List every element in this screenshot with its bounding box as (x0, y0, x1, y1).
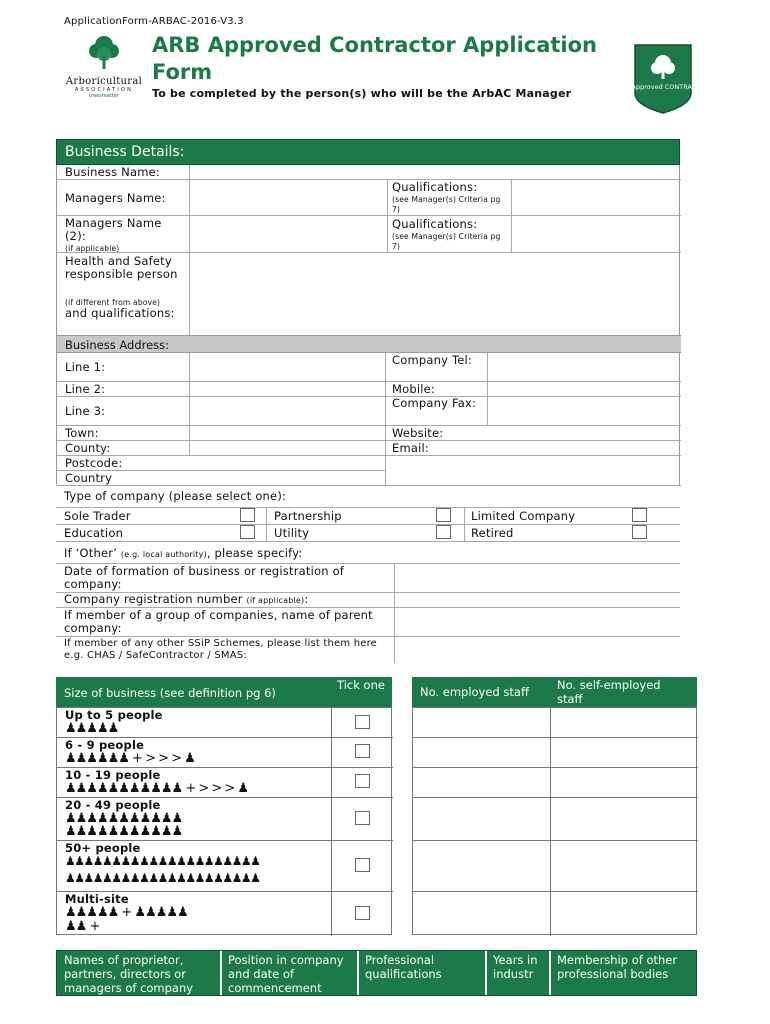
company-reg-field[interactable] (396, 593, 680, 606)
self-employed-header: No. self-employed staff (549, 677, 697, 707)
email-label: Email: (392, 441, 429, 455)
utility-checkbox[interactable] (436, 525, 451, 539)
title-line-1: ARB Approved Contractor Application (152, 33, 597, 57)
line3-label: Line 3: (65, 404, 106, 418)
people-icons: ♟♟ + (65, 919, 100, 934)
business-details-header: Business Details: (56, 139, 680, 165)
country-field[interactable] (191, 472, 383, 484)
people-icons: ♟♟♟♟♟♟ + > > > ♟ (65, 751, 195, 766)
size-row-label: 10 - 19 people (65, 768, 161, 782)
people-icons: ♟♟♟♟♟ + ♟♟♟♟♟ (65, 905, 188, 920)
town-field[interactable] (191, 427, 383, 439)
people-icons: ♟♟♟♟♟♟♟♟♟♟♟ (65, 824, 183, 839)
education-checkbox[interactable] (240, 525, 255, 539)
tick-checkbox-50-plus[interactable] (355, 858, 370, 872)
people-icons: ♟♟♟♟♟ (65, 721, 119, 736)
business-details-table (56, 165, 680, 353)
seal-text: ARB Approved CONTRACTOR (616, 83, 710, 91)
line2-label: Line 2: (65, 382, 106, 396)
company-type-label: Type of company (please select one): (64, 489, 287, 503)
health-safety-note: (if different from above) (65, 298, 161, 307)
arb-approved-seal (616, 43, 710, 115)
country-label: Country (65, 471, 113, 485)
company-fax-field[interactable] (489, 398, 679, 424)
business-name-field[interactable] (191, 166, 679, 178)
people-icons: ♟♟♟♟♟♟♟♟♟♟♟ (65, 811, 183, 826)
ssip-label: If member of any other SSiP Schemes, please list them here e.g. CHAS / SafeContractor / SMAS: (64, 638, 378, 661)
option-retired: Retired (471, 526, 514, 540)
other-specify-field[interactable] (328, 546, 680, 562)
date-of-formation-field[interactable] (396, 564, 680, 591)
membership-header: Membership of other professional bodies (550, 951, 696, 995)
managers-name-2-label: Managers Name (2): (65, 216, 162, 243)
limited-company-checkbox[interactable] (632, 508, 647, 522)
qualifications-header: Professional qualifications (358, 951, 485, 995)
mobile-field[interactable] (489, 383, 679, 395)
years-header: Years in industr (486, 951, 549, 995)
size-row-label: 20 - 49 people (65, 798, 161, 812)
tick-checkbox-up-to-5[interactable] (355, 715, 370, 729)
county-label: County: (65, 441, 111, 455)
sole-trader-checkbox[interactable] (240, 508, 255, 522)
employed-staff-header: No. employed staff (412, 677, 549, 707)
company-reg-text: Company registration number (64, 592, 243, 606)
tick-one-header: Tick one (330, 677, 392, 707)
managers-name-2-field[interactable] (191, 217, 385, 251)
logo-subtitle: ASSOCIATION (74, 87, 134, 93)
other-label-text: If ‘Other’ (64, 546, 118, 560)
business-address-header: Business Address: (57, 335, 681, 353)
website-label: Website: (392, 426, 444, 440)
other-label-tail: , please specify: (206, 546, 303, 560)
postcode-field[interactable] (191, 457, 383, 469)
qualifications-2-label: Qualifications: (392, 217, 478, 231)
other-label-note: (e.g. local authority) (120, 550, 207, 559)
company-reg-tail: : (304, 592, 309, 606)
title-line-2: Form (152, 60, 213, 84)
size-row-label: Up to 5 people (65, 708, 163, 722)
health-safety-field[interactable] (191, 254, 679, 334)
size-table-left (56, 707, 392, 935)
size-row-label: 50+ people (65, 841, 141, 855)
option-utility: Utility (274, 526, 310, 540)
position-header: Position in company and date of commencement (221, 951, 357, 995)
size-row-label: 6 - 9 people (65, 738, 145, 752)
option-education: Education (64, 526, 124, 540)
tree-icon (84, 32, 124, 72)
people-icons: ♟♟♟♟♟♟♟♟♟♟♟♟♟♟♟♟♟♟♟♟♟ (65, 854, 260, 868)
people-icons: ♟♟♟♟♟♟♟♟♟♟♟ + > > > ♟ (65, 781, 249, 796)
qualifications-2-note: (see Manager(s) Criteria pg 7) (392, 232, 501, 251)
partnership-checkbox[interactable] (436, 508, 451, 522)
address-table (56, 353, 680, 485)
company-tel-field[interactable] (489, 354, 679, 380)
company-reg-note: (if applicable) (246, 596, 305, 605)
option-limited-company: Limited Company (471, 509, 576, 523)
parent-company-field[interactable] (396, 608, 680, 635)
managers-name-label: Managers Name: (65, 191, 166, 205)
mobile-label: Mobile: (392, 382, 435, 396)
qualifications-2-field[interactable] (513, 217, 679, 251)
tick-checkbox-10-19[interactable] (355, 774, 370, 788)
size-table-right (412, 707, 697, 935)
logo-tagline: treesmatter (89, 93, 119, 99)
names-header: Names of proprietor, partners, directors or managers of company (57, 951, 220, 995)
logo-name: Arboricultural (65, 76, 143, 87)
staff-table-header (56, 950, 697, 996)
size-of-business-header: Size of business (see definition pg 6) (56, 677, 330, 707)
qualifications-note: (see Manager(s) Criteria pg 7) (392, 195, 501, 214)
website-field[interactable] (487, 427, 679, 439)
other-specify-label (64, 547, 302, 561)
formation-table (56, 563, 680, 663)
date-of-formation-label: Date of formation of business or registration of company: (64, 564, 345, 591)
retired-checkbox[interactable] (632, 525, 647, 539)
business-name-label: Business Name: (65, 165, 160, 179)
line1-label: Line 1: (65, 360, 106, 374)
size-row-label: Multi-site (65, 892, 129, 906)
tick-checkbox-6-9[interactable] (355, 744, 370, 758)
arboricultural-logo (58, 32, 150, 106)
option-sole-trader: Sole Trader (64, 509, 131, 523)
page-subtitle: To be completed by the person(s) who will be the ArbAC Manager (152, 87, 572, 100)
line2-field[interactable] (191, 383, 383, 395)
option-partnership: Partnership (274, 509, 342, 523)
county-field[interactable] (191, 442, 383, 454)
email-field[interactable] (487, 442, 679, 454)
line1-field[interactable] (191, 354, 383, 380)
managers-name-field[interactable] (191, 181, 385, 214)
town-label: Town: (65, 426, 99, 440)
health-safety-label: Health and Safety responsible person (65, 254, 178, 281)
health-safety-qual-label: and qualifications: (65, 306, 175, 320)
postcode-label: Postcode: (65, 456, 123, 470)
ssip-field[interactable] (396, 637, 680, 663)
company-tel-label: Company Tel: (392, 353, 472, 367)
company-reg-label (64, 593, 308, 607)
company-fax-label: Company Fax: (392, 396, 477, 410)
document-reference: ApplicationForm-ARBAC-2016-V3.3 (64, 16, 244, 27)
page-title (152, 32, 597, 86)
if-applicable-note: (if applicable) (65, 244, 120, 253)
line3-field[interactable] (191, 398, 383, 424)
qualifications-label: Qualifications: (392, 180, 478, 194)
qualifications-field[interactable] (513, 181, 679, 214)
people-icons: ♟♟♟♟♟♟♟♟♟♟♟♟♟♟♟♟♟♟♟♟♟ (65, 871, 260, 885)
tick-checkbox-multi-site[interactable] (355, 906, 370, 920)
parent-company-label: If member of a group of companies, name of parent company: (64, 608, 373, 635)
tick-checkbox-20-49[interactable] (355, 811, 370, 825)
